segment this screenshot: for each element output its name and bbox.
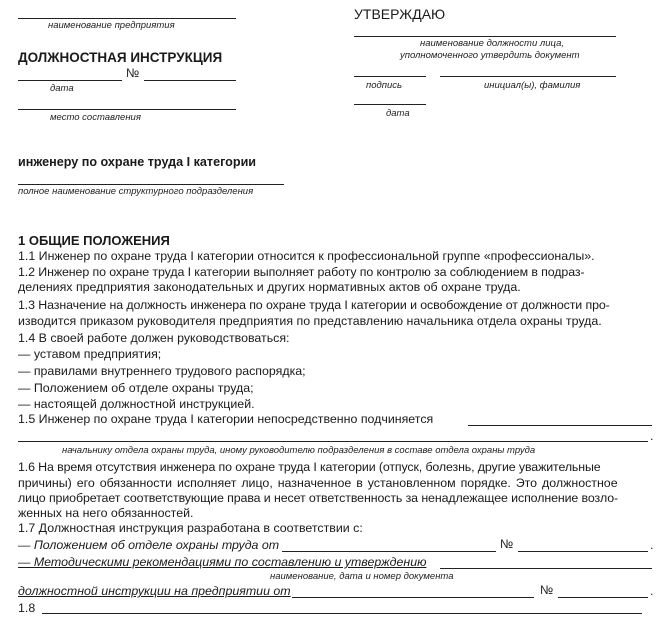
approver-position-caption-2: уполномоченного утвердить документ: [400, 50, 580, 61]
approve-date-caption: дата: [386, 108, 410, 119]
supervisor-line-b[interactable]: [18, 441, 648, 442]
doc-number-sign: №: [126, 66, 140, 80]
para-1-6-line-d: женных на него обязанностей.: [18, 506, 194, 520]
para-1-6-line-a: 1.6 На время отсутствия инженера по охране труда I категории (отпуск, болезнь, другие уважительные: [18, 460, 601, 474]
basis-1-date-line[interactable]: [282, 551, 496, 552]
basis-1-period: .: [650, 538, 654, 552]
para-1-4: 1.4 В своей работе должен руководствоваться:: [18, 331, 290, 345]
division-line[interactable]: [18, 184, 284, 185]
signature-caption: подпись: [366, 80, 403, 91]
basis-item-3: должностной инструкции на предприятии от: [18, 584, 291, 598]
basis-item-1: — Положением об отделе охраны труда от: [18, 538, 280, 552]
basis-3-period: .: [650, 584, 654, 598]
supervisor-line-a[interactable]: [468, 425, 652, 426]
para-1-3-line-b: изводится приказом руководителя предприятия по представлению начальника отдела охраны труда.: [18, 314, 602, 328]
para-1-8: 1.8: [18, 601, 36, 615]
basis-item-2: — Методическими рекомендациями по составлению и утверждению: [18, 555, 427, 569]
para-1-6-line-c: лицо приобретает соответствующие права и несет ответственность за ненадлежащее исполнение возло-: [18, 491, 619, 505]
org-name-caption: наименование предприятия: [48, 20, 175, 31]
org-name-line[interactable]: [18, 18, 236, 19]
para-1-2-line-b: делениях предприятия законодательных и других нормативных актов об охране труда.: [18, 280, 521, 294]
basis-2-line[interactable]: [440, 568, 652, 569]
supervisor-caption: начальнику отдела охраны труда, иному руководителю подразделения в составе отдела охраны труда: [62, 445, 536, 456]
doc-date-line[interactable]: [18, 80, 122, 81]
instruction-subject: инженеру по охране труда I категории: [18, 155, 257, 169]
place-caption: место составления: [50, 112, 141, 123]
doc-number-line[interactable]: [144, 80, 236, 81]
division-caption: полное наименование структурного подразделения: [18, 186, 254, 197]
basis-doc-caption: наименование, дата и номер документа: [270, 571, 454, 582]
basis-1-number-sign: №: [500, 537, 514, 551]
section-heading: 1 ОБЩИЕ ПОЛОЖЕНИЯ: [18, 233, 170, 248]
supervisor-period: .: [650, 429, 654, 443]
basis-3-number-line[interactable]: [558, 597, 648, 598]
para-1-7: 1.7 Должностная инструкция разработана в соответствии с:: [18, 521, 363, 535]
para-1-8-line[interactable]: [42, 613, 642, 614]
list-item: — настоящей должностной инструкцией.: [18, 397, 255, 411]
approver-position-line[interactable]: [354, 36, 616, 37]
doc-date-caption: дата: [50, 83, 74, 94]
para-1-3-line-a: 1.3 Назначение на должность инженера по охране труда I категории и освобождение от должности про-: [18, 298, 610, 312]
basis-3-number-sign: №: [540, 583, 554, 597]
para-1-5: 1.5 Инженер по охране труда I категории непосредственно подчиняется: [18, 412, 434, 426]
list-item: — уставом предприятия;: [18, 347, 162, 361]
approver-name-line[interactable]: [440, 76, 616, 77]
para-1-2-line-a: 1.2 Инженер по охране труда I категории выполняет работу по контролю за соблюдением в подраз-: [18, 265, 585, 279]
approve-title: УТВЕРЖДАЮ: [354, 6, 446, 22]
para-1-1: 1.1 Инженер по охране труда I категории относится к профессиональной группе «профессионалы».: [18, 249, 595, 263]
approver-initials-caption: инициал(ы), фамилия: [484, 80, 581, 91]
document-title: ДОЛЖНОСТНАЯ ИНСТРУКЦИЯ: [18, 50, 223, 65]
basis-3-date-line[interactable]: [292, 597, 534, 598]
approve-date-line[interactable]: [354, 104, 426, 105]
approver-position-caption-1: наименование должности лица,: [420, 38, 564, 49]
basis-1-number-line[interactable]: [518, 551, 648, 552]
place-line[interactable]: [18, 109, 236, 110]
list-item: — правилами внутреннего трудового распорядка;: [18, 364, 306, 378]
para-1-6-line-b: причины) его обязанности исполняет лицо, назначенное в установленном порядке. Это должностное: [18, 476, 618, 490]
list-item: — Положением об отделе охраны труда;: [18, 381, 254, 395]
signature-line[interactable]: [354, 76, 426, 77]
